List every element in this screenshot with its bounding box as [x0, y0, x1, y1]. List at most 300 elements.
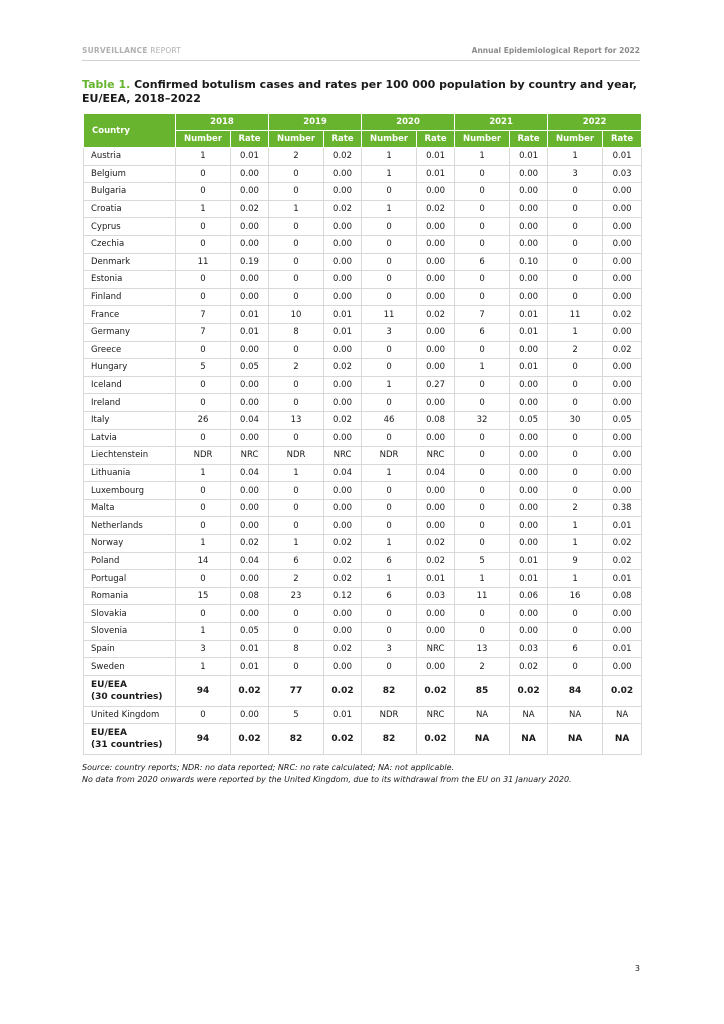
number-cell: 6 [455, 323, 510, 341]
rate-cell: 0.27 [417, 376, 455, 394]
table-row [84, 658, 642, 676]
number-cell: 0 [548, 605, 603, 623]
rate-cell: 0.00 [603, 623, 642, 641]
number-cell: 13 [269, 411, 324, 429]
number-cell: 10 [269, 306, 324, 324]
number-cell: 0 [176, 482, 231, 500]
number-cell: 1 [455, 148, 510, 166]
number-cell: 94 [176, 675, 231, 706]
rate-cell: 0.02 [324, 724, 362, 755]
table-row [84, 218, 642, 236]
rate-cell: 0.00 [231, 271, 269, 289]
country-cell: Iceland [84, 376, 176, 394]
number-cell: 15 [176, 587, 231, 605]
number-cell: 0 [455, 271, 510, 289]
country-cell: Cyprus [84, 218, 176, 236]
number-cell: 0 [548, 235, 603, 253]
source-note: Source: country reports; NDR: no data reported; NRC: no rate calculated; NA: not applicable. [82, 763, 455, 772]
number-cell: 0 [455, 165, 510, 183]
country-cell: Norway [84, 535, 176, 553]
number-cell: 0 [362, 517, 417, 535]
rate-cell: 0.00 [417, 517, 455, 535]
country-cell: Greece [84, 341, 176, 359]
rate-cell: 0.00 [324, 605, 362, 623]
table-row [84, 640, 642, 658]
rate-column-header: Rate [324, 131, 362, 148]
country-cell: Austria [84, 148, 176, 166]
rate-cell: 0.00 [510, 482, 548, 500]
table-total-row [84, 724, 642, 755]
rate-column-header: Rate [510, 131, 548, 148]
rate-cell: 0.00 [324, 499, 362, 517]
rate-cell: 0.03 [603, 165, 642, 183]
rate-cell: 0.02 [324, 535, 362, 553]
rate-cell: 0.08 [417, 411, 455, 429]
country-cell: Netherlands [84, 517, 176, 535]
rate-cell: 0.00 [324, 394, 362, 412]
table-row [84, 235, 642, 253]
country-cell: Portugal [84, 570, 176, 588]
rate-cell: 0.02 [510, 675, 548, 706]
country-cell: Latvia [84, 429, 176, 447]
country-cell: United Kingdom [84, 706, 176, 724]
rate-column-header: Rate [417, 131, 455, 148]
rate-cell: 0.00 [417, 288, 455, 306]
botulism-table [83, 113, 642, 755]
table-caption-label: Table 1. [82, 78, 131, 91]
number-cell: 3 [362, 640, 417, 658]
rate-cell: 0.01 [231, 323, 269, 341]
number-cell: 6 [269, 552, 324, 570]
number-cell: 0 [455, 429, 510, 447]
rate-cell: 0.00 [510, 535, 548, 553]
number-cell: 0 [362, 482, 417, 500]
rate-cell: 0.00 [417, 235, 455, 253]
rate-column-header: Rate [603, 131, 642, 148]
rate-cell: NRC [417, 447, 455, 465]
table-row [84, 376, 642, 394]
number-cell: 0 [455, 235, 510, 253]
rate-cell: 0.08 [603, 587, 642, 605]
number-cell: 9 [548, 552, 603, 570]
number-cell: 0 [548, 464, 603, 482]
rate-cell: 0.01 [510, 148, 548, 166]
number-cell: 0 [362, 253, 417, 271]
number-cell: 1 [548, 323, 603, 341]
number-cell: 1 [176, 200, 231, 218]
number-cell: 2 [269, 148, 324, 166]
rate-cell: 0.00 [231, 706, 269, 724]
rate-cell: 0.03 [417, 587, 455, 605]
country-cell: Romania [84, 587, 176, 605]
rate-cell: NA [510, 706, 548, 724]
rate-cell: 0.00 [324, 482, 362, 500]
number-cell: 82 [362, 675, 417, 706]
number-cell: NDR [362, 447, 417, 465]
rate-cell: 0.01 [324, 706, 362, 724]
number-cell: NA [455, 724, 510, 755]
number-cell: 2 [269, 570, 324, 588]
number-cell: 1 [548, 535, 603, 553]
number-cell: NDR [362, 706, 417, 724]
number-cell: 8 [269, 323, 324, 341]
number-cell: 1 [176, 535, 231, 553]
rate-cell: 0.01 [417, 165, 455, 183]
page-header [82, 44, 640, 61]
number-cell: 0 [176, 218, 231, 236]
number-cell: 1 [362, 535, 417, 553]
rate-cell: NA [510, 724, 548, 755]
table-row [84, 183, 642, 201]
table-row [84, 306, 642, 324]
number-cell: 0 [548, 359, 603, 377]
table-notes [82, 762, 682, 786]
number-cell: 1 [548, 517, 603, 535]
number-cell: 0 [269, 376, 324, 394]
number-cell: 0 [548, 658, 603, 676]
table-row [84, 323, 642, 341]
number-cell: 0 [455, 394, 510, 412]
country-cell: Hungary [84, 359, 176, 377]
rate-cell: 0.01 [603, 570, 642, 588]
rate-cell: 0.19 [231, 253, 269, 271]
rate-cell: 0.05 [231, 623, 269, 641]
number-cell: 1 [176, 148, 231, 166]
number-cell: 77 [269, 675, 324, 706]
number-cell: 5 [455, 552, 510, 570]
rate-cell: NA [603, 724, 642, 755]
rate-cell: 0.02 [603, 341, 642, 359]
number-cell: 0 [362, 341, 417, 359]
rate-cell: 0.02 [603, 306, 642, 324]
rate-cell: 0.00 [603, 658, 642, 676]
rate-cell: 0.00 [510, 605, 548, 623]
country-column-header: Country [84, 114, 176, 148]
rate-cell: 0.01 [510, 359, 548, 377]
rate-cell: 0.00 [603, 605, 642, 623]
rate-cell: 0.00 [324, 517, 362, 535]
number-cell: 1 [269, 200, 324, 218]
number-cell: 82 [362, 724, 417, 755]
number-cell: 32 [455, 411, 510, 429]
rate-cell: 0.00 [324, 271, 362, 289]
number-cell: 0 [176, 271, 231, 289]
rate-cell: NRC [417, 706, 455, 724]
rate-cell: 0.00 [603, 482, 642, 500]
rate-cell: 0.00 [510, 218, 548, 236]
rate-cell: 0.00 [417, 341, 455, 359]
rate-cell: 0.01 [417, 148, 455, 166]
table-row [84, 570, 642, 588]
number-cell: NA [455, 706, 510, 724]
report-type-light: REPORT [147, 46, 182, 55]
number-cell: 0 [455, 535, 510, 553]
number-cell: 0 [455, 288, 510, 306]
number-cell: 0 [269, 183, 324, 201]
table-row [84, 482, 642, 500]
rate-cell: 0.01 [510, 552, 548, 570]
rate-cell: 0.01 [324, 306, 362, 324]
rate-cell: 0.03 [510, 640, 548, 658]
rate-cell: 0.02 [510, 658, 548, 676]
number-cell: 1 [269, 464, 324, 482]
number-cell: 1 [548, 148, 603, 166]
number-cell: 0 [176, 165, 231, 183]
country-cell: Bulgaria [84, 183, 176, 201]
number-cell: 11 [455, 587, 510, 605]
number-cell: 0 [548, 429, 603, 447]
number-cell: 2 [455, 658, 510, 676]
rate-cell: 0.00 [510, 376, 548, 394]
country-cell-line2: (30 countries) [91, 691, 163, 702]
rate-cell: 0.00 [231, 394, 269, 412]
rate-cell: 0.10 [510, 253, 548, 271]
number-cell: 3 [548, 165, 603, 183]
number-cell: 0 [548, 183, 603, 201]
number-cell: 5 [269, 706, 324, 724]
table-row [84, 499, 642, 517]
number-cell: 6 [548, 640, 603, 658]
number-cell: 0 [362, 271, 417, 289]
rate-cell: 0.00 [324, 376, 362, 394]
number-cell: 0 [455, 605, 510, 623]
rate-cell: 0.04 [417, 464, 455, 482]
number-cell: 1 [455, 359, 510, 377]
number-cell: 0 [548, 288, 603, 306]
number-cell: 0 [455, 183, 510, 201]
country-cell: France [84, 306, 176, 324]
number-cell: 0 [269, 605, 324, 623]
rate-cell: 0.08 [231, 587, 269, 605]
country-cell [84, 724, 176, 755]
rate-cell: 0.02 [603, 552, 642, 570]
rate-cell: 0.01 [603, 148, 642, 166]
number-cell: 3 [362, 323, 417, 341]
number-cell: 0 [269, 394, 324, 412]
country-cell-line2: (31 countries) [91, 740, 163, 751]
table-row [84, 464, 642, 482]
rate-cell: 0.05 [231, 359, 269, 377]
number-cell: 1 [362, 148, 417, 166]
country-cell-line1: EU/EEA [91, 728, 128, 739]
rate-column-header: Rate [231, 131, 269, 148]
number-cell: 8 [269, 640, 324, 658]
number-cell: 1 [362, 376, 417, 394]
rate-cell: 0.00 [231, 183, 269, 201]
number-cell: 0 [362, 359, 417, 377]
report-type [82, 46, 181, 55]
year-header: 2020 [362, 114, 455, 131]
number-cell: 1 [362, 464, 417, 482]
rate-cell: 0.02 [324, 411, 362, 429]
rate-cell: 0.04 [231, 464, 269, 482]
table-row [84, 148, 642, 166]
rate-cell: 0.00 [231, 165, 269, 183]
country-cell: Ireland [84, 394, 176, 412]
number-cell: 0 [455, 499, 510, 517]
rate-cell: 0.00 [324, 183, 362, 201]
number-cell: 23 [269, 587, 324, 605]
rate-cell: 0.02 [324, 675, 362, 706]
rate-cell: 0.02 [324, 570, 362, 588]
rate-cell: 0.04 [231, 552, 269, 570]
country-cell: Slovakia [84, 605, 176, 623]
number-cell: 1 [176, 464, 231, 482]
rate-cell: 0.00 [603, 323, 642, 341]
rate-cell: NRC [417, 640, 455, 658]
number-cell: 0 [176, 376, 231, 394]
number-cell: 0 [548, 200, 603, 218]
number-cell: 0 [176, 341, 231, 359]
rate-cell: 0.00 [231, 605, 269, 623]
rate-cell: 0.00 [231, 376, 269, 394]
rate-cell: 0.00 [417, 359, 455, 377]
rate-cell: 0.00 [231, 288, 269, 306]
table-caption-text: Confirmed botulism cases and rates per 100 000 population by country and year, EU/EEA, 2018–2022 [82, 78, 637, 105]
country-cell: Slovenia [84, 623, 176, 641]
rate-cell: 0.12 [324, 587, 362, 605]
rate-cell: 0.00 [510, 200, 548, 218]
rate-cell: 0.00 [231, 429, 269, 447]
rate-cell: 0.02 [603, 535, 642, 553]
rate-cell: 0.02 [417, 724, 455, 755]
rate-cell: 0.02 [231, 675, 269, 706]
number-cell: 1 [548, 570, 603, 588]
number-cell: 0 [455, 218, 510, 236]
number-cell: 0 [176, 183, 231, 201]
number-cell: 6 [362, 552, 417, 570]
table-caption [82, 78, 642, 106]
number-cell: 0 [362, 605, 417, 623]
rate-cell: 0.04 [324, 464, 362, 482]
rate-cell: 0.00 [603, 447, 642, 465]
rate-cell: 0.01 [231, 658, 269, 676]
rate-cell: 0.06 [510, 587, 548, 605]
number-cell: 0 [269, 517, 324, 535]
table-row [84, 253, 642, 271]
number-cell: 1 [362, 200, 417, 218]
number-cell: 6 [455, 253, 510, 271]
country-cell: Czechia [84, 235, 176, 253]
rate-cell: NA [603, 706, 642, 724]
rate-cell: 0.01 [603, 640, 642, 658]
table-row [84, 587, 642, 605]
country-cell: Lithuania [84, 464, 176, 482]
rate-cell: 0.00 [324, 429, 362, 447]
table-row [84, 288, 642, 306]
number-cell: 1 [362, 165, 417, 183]
country-cell: Malta [84, 499, 176, 517]
number-cell: 6 [362, 587, 417, 605]
number-column-header: Number [176, 131, 231, 148]
rate-cell: 0.00 [510, 623, 548, 641]
number-cell: 0 [176, 499, 231, 517]
number-cell: 0 [269, 658, 324, 676]
number-column-header: Number [455, 131, 510, 148]
rate-cell: 0.02 [417, 306, 455, 324]
rate-cell: NRC [231, 447, 269, 465]
number-cell: 0 [548, 218, 603, 236]
table-row [84, 429, 642, 447]
rate-cell: 0.00 [510, 183, 548, 201]
year-header: 2021 [455, 114, 548, 131]
number-cell: 0 [269, 288, 324, 306]
number-cell: 0 [362, 394, 417, 412]
number-cell: 0 [548, 482, 603, 500]
number-cell: 0 [362, 235, 417, 253]
number-cell: 0 [455, 464, 510, 482]
rate-cell: 0.01 [510, 323, 548, 341]
rate-cell: 0.01 [231, 306, 269, 324]
rate-cell: 0.00 [510, 447, 548, 465]
table-row [84, 623, 642, 641]
rate-cell: 0.00 [324, 623, 362, 641]
table-row [84, 394, 642, 412]
number-cell: 11 [362, 306, 417, 324]
number-cell: 0 [362, 218, 417, 236]
country-cell [84, 675, 176, 706]
country-cell: Germany [84, 323, 176, 341]
table-row [84, 359, 642, 377]
rate-cell: 0.00 [417, 429, 455, 447]
rate-cell: 0.05 [603, 411, 642, 429]
year-header: 2022 [548, 114, 642, 131]
table-row [84, 517, 642, 535]
rate-cell: 0.00 [510, 429, 548, 447]
rate-cell: 0.00 [231, 341, 269, 359]
rate-cell: 0.00 [510, 517, 548, 535]
number-cell: 11 [548, 306, 603, 324]
rate-cell: 0.00 [324, 218, 362, 236]
number-cell: 0 [548, 447, 603, 465]
rate-cell: 0.01 [510, 306, 548, 324]
rate-cell: 0.00 [417, 271, 455, 289]
rate-cell: 0.00 [417, 499, 455, 517]
rate-cell: 0.02 [231, 724, 269, 755]
rate-cell: 0.00 [510, 464, 548, 482]
rate-cell: 0.00 [231, 517, 269, 535]
number-cell: 0 [362, 183, 417, 201]
country-cell: Poland [84, 552, 176, 570]
country-cell: Estonia [84, 271, 176, 289]
number-cell: 0 [176, 605, 231, 623]
number-cell: NDR [269, 447, 324, 465]
year-header: 2019 [269, 114, 362, 131]
number-cell: 0 [269, 499, 324, 517]
number-cell: 0 [548, 271, 603, 289]
rate-cell: 0.01 [510, 570, 548, 588]
number-cell: 1 [362, 570, 417, 588]
table-row [84, 200, 642, 218]
page-number: 3 [634, 964, 640, 973]
uk-note: No data from 2020 onwards were reported by the United Kingdom, due to its withdrawal from the EU on 31 January 2020. [82, 775, 572, 784]
rate-cell: 0.00 [510, 235, 548, 253]
number-cell: 0 [176, 235, 231, 253]
table-body [84, 148, 642, 755]
rate-cell: 0.02 [324, 640, 362, 658]
rate-cell: 0.00 [603, 394, 642, 412]
rate-cell: 0.00 [510, 165, 548, 183]
number-cell: 7 [176, 323, 231, 341]
country-cell: Belgium [84, 165, 176, 183]
number-cell: 11 [176, 253, 231, 271]
rate-cell: 0.00 [603, 359, 642, 377]
rate-cell: NRC [324, 447, 362, 465]
number-cell: 82 [269, 724, 324, 755]
rate-cell: 0.00 [603, 271, 642, 289]
rate-cell: 0.00 [417, 658, 455, 676]
number-cell: 0 [362, 499, 417, 517]
